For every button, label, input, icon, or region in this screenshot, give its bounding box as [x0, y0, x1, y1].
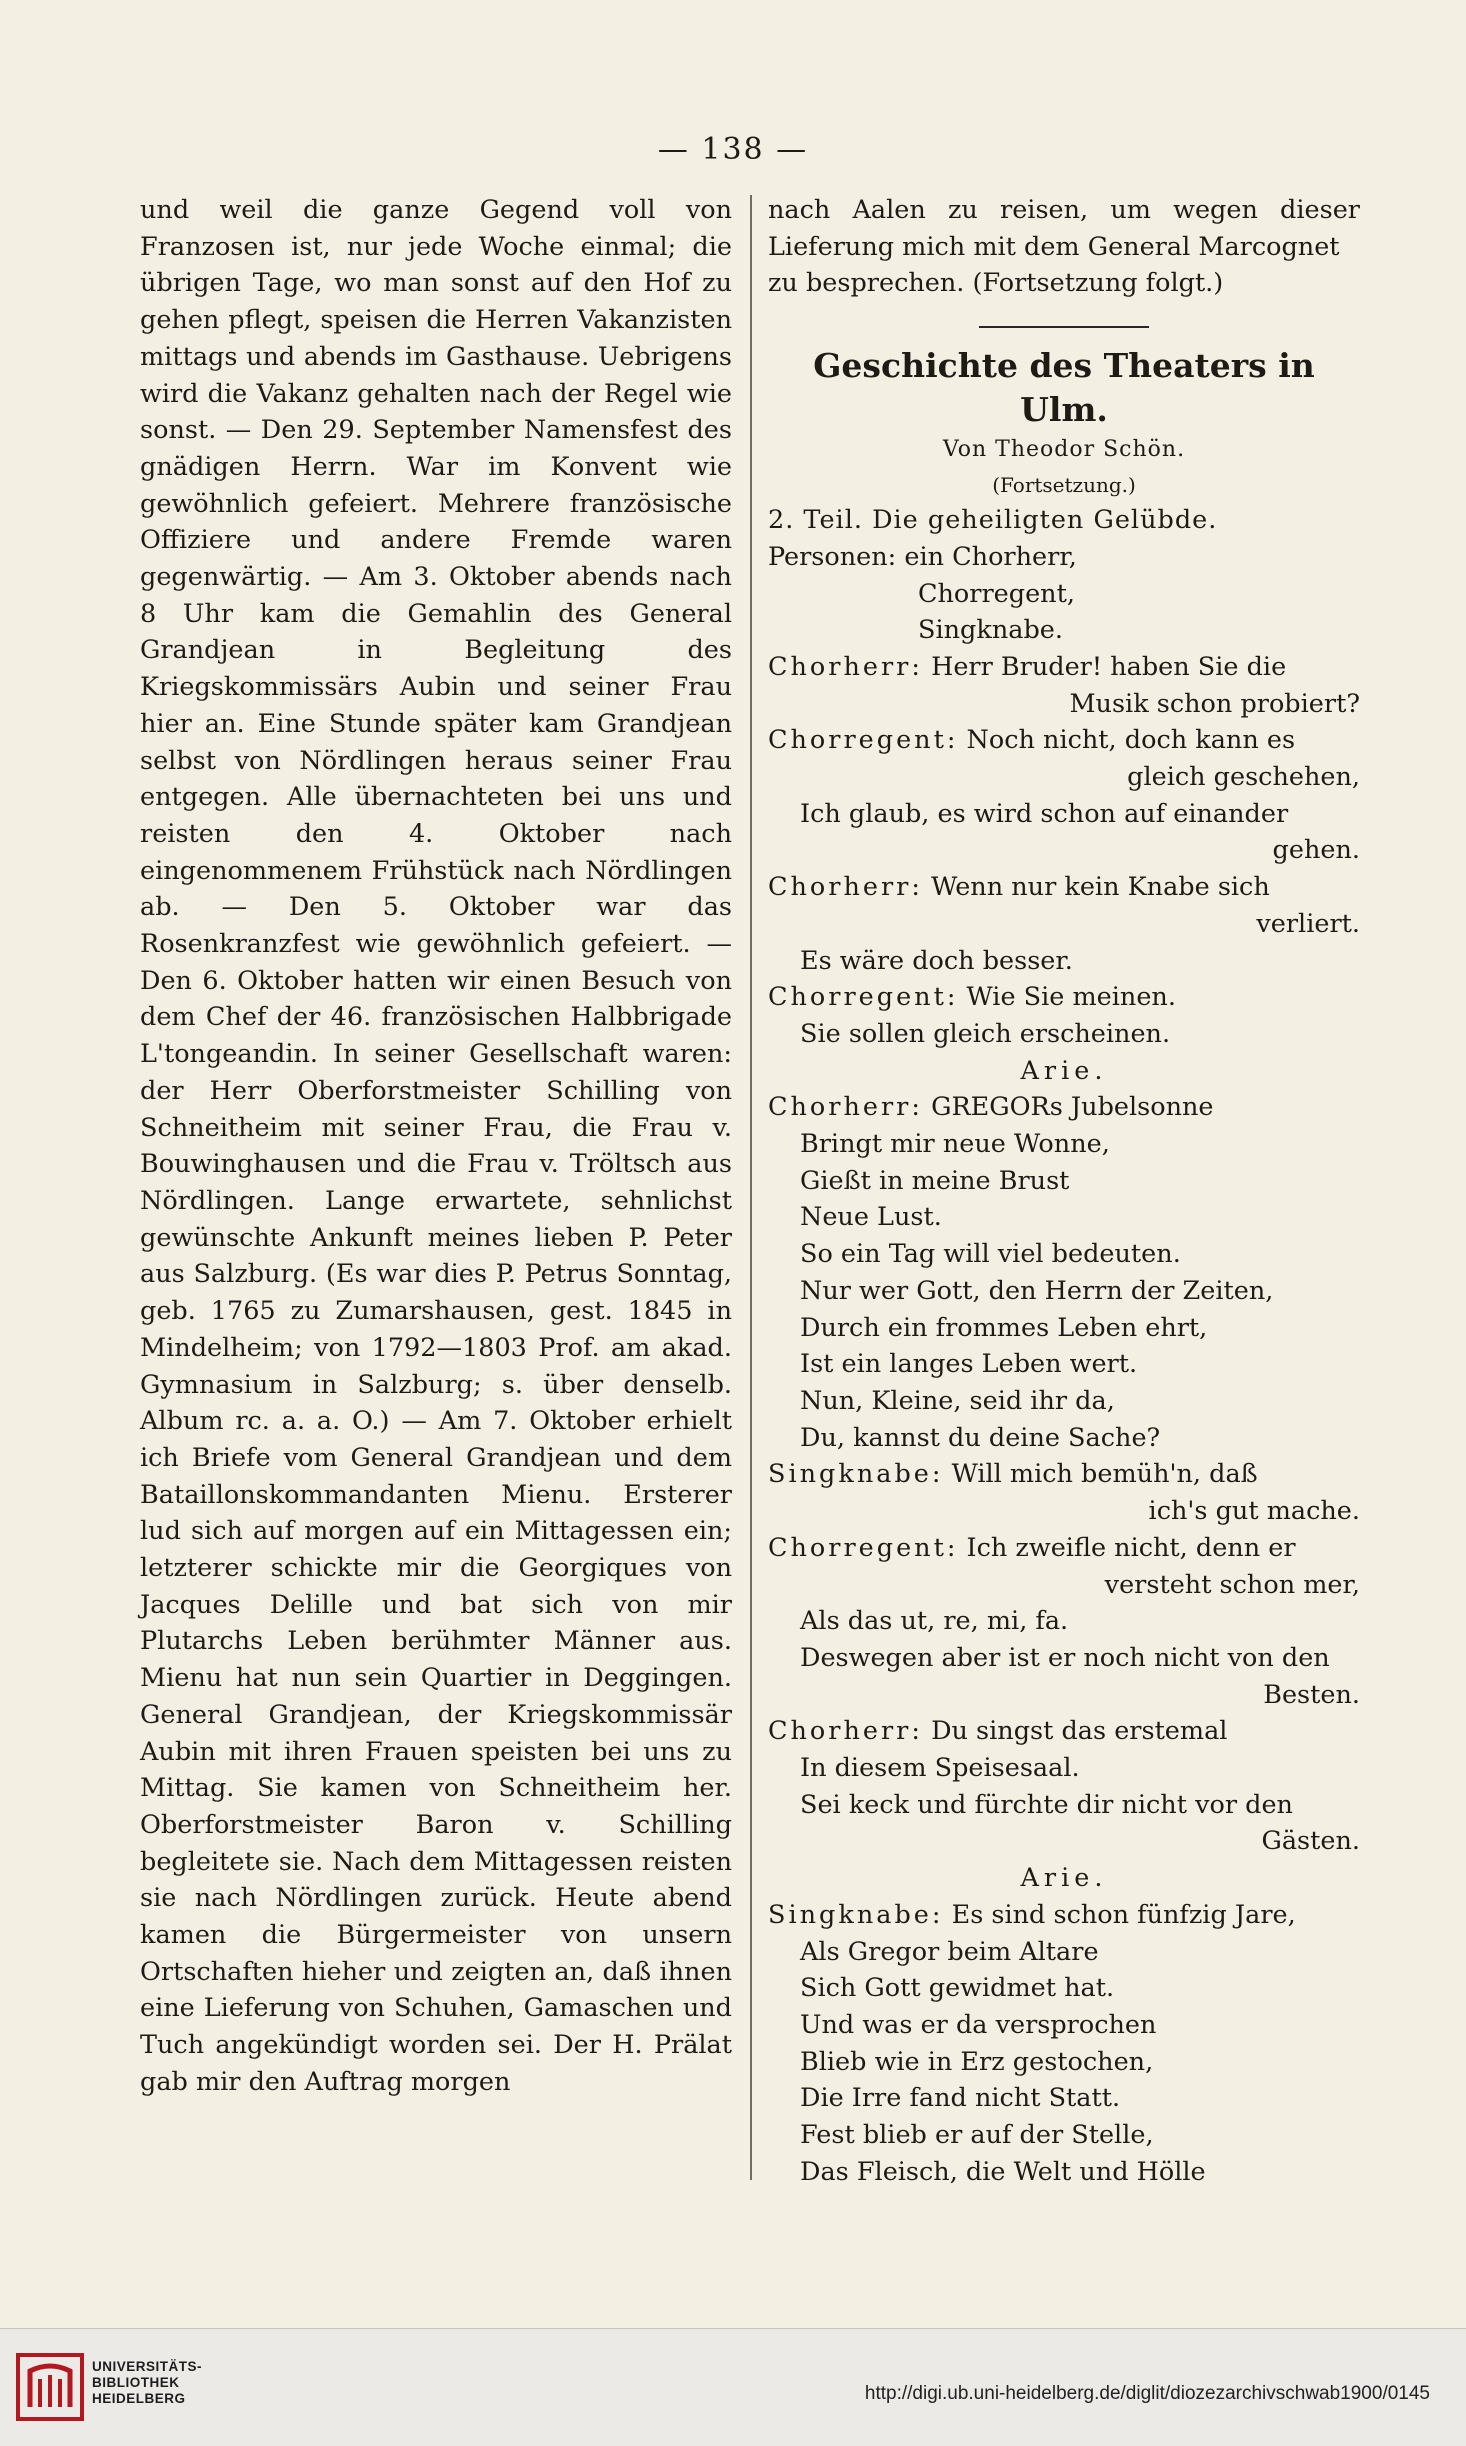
dialogue-line [768, 1530, 1360, 1567]
dialogue-line: Nur wer Gott, den Herrn der Zeiten, [800, 1275, 1274, 1306]
continuation-text: nach Aalen zu reisen, um wegen dieser Lieferung mich mit dem General Marcognet [768, 195, 1360, 262]
speaker-name: Chorherr: [768, 651, 923, 682]
dialogue-line: Deswegen aber ist er noch nicht von den [800, 1642, 1330, 1673]
line-continuation: verliert. [1256, 908, 1360, 939]
dialogue-line: Durch ein frommes Leben ehrt, [800, 1312, 1208, 1343]
right-column [768, 192, 1360, 2190]
spoken-text: Wie Sie meinen. [966, 982, 1176, 1013]
dialogue-block-1 [768, 649, 1360, 1053]
dialogue-line [768, 649, 1360, 686]
dialogue-line: Sei keck und fürchte dir nicht vor den [800, 1789, 1293, 1820]
speaker-name: Singknabe: [768, 1459, 944, 1490]
speaker-name: Singknabe: [768, 1899, 944, 1930]
university-logo-icon [16, 2353, 84, 2421]
spoken-text: Wenn nur kein Knabe sich [931, 872, 1270, 903]
dialogue-line: Das Fleisch, die Welt und Hölle [800, 2156, 1206, 2187]
line-continuation: Musik schon probiert? [1069, 688, 1360, 719]
line-continuation: ich's gut mache. [1148, 1496, 1360, 1527]
dialogue-line: Es wäre doch besser. [800, 945, 1073, 976]
spoken-text: Ich zweifle nicht, denn er [966, 1532, 1296, 1563]
article-title: Geschichte des Theaters in Ulm. [813, 346, 1315, 430]
cast-label: Personen: ein Chorherr, [768, 541, 1077, 572]
dialogue-line: Die Irre fand nicht Statt. [800, 2083, 1121, 2114]
library-name [92, 2359, 202, 2407]
speaker-name: Chorherr: [768, 872, 923, 903]
library-name-line: HEIDELBERG [92, 2391, 186, 2406]
dialogue-line: Blieb wie in Erz gestochen, [800, 2046, 1154, 2077]
cast-member: Chorregent, [918, 578, 1075, 609]
line-continuation: gleich geschehen, [1127, 762, 1360, 793]
dialogue-line [768, 1713, 1360, 1750]
dialogue-line: Gießt in meine Brust [800, 1165, 1070, 1196]
column-divider [750, 195, 752, 2180]
source-url-link[interactable]: http://digi.ub.uni-heidelberg.de/diglit/diozezarchivschwab1900/0145 [864, 2383, 1430, 2404]
fortsetzung-note: (Fortsetzung.) [992, 473, 1136, 498]
page-number: — 138 — [657, 132, 809, 167]
dialogue-line [768, 1089, 1360, 1126]
dialogue-line: In diesem Speisesaal. [800, 1753, 1080, 1784]
speaker-name: Chorregent: [768, 725, 959, 756]
aria-heading: Arie. [1020, 1863, 1108, 1894]
section-rule [979, 326, 1149, 328]
dialogue-line: Bringt mir neue Wonne, [800, 1129, 1110, 1160]
speaker-name: Chorregent: [768, 1532, 959, 1563]
footer-bar [0, 2328, 1466, 2446]
line-continuation: Gästen. [1261, 1826, 1360, 1857]
dialogue-line [768, 722, 1360, 759]
dialogue-line [768, 1897, 1360, 1934]
library-name-line: BIBLIOTHEK [92, 2375, 180, 2390]
dialogue-line: Fest blieb er auf der Stelle, [800, 2120, 1154, 2151]
aria-heading: Arie. [1020, 1055, 1108, 1086]
dialogue-line: Als das ut, re, mi, fa. [800, 1606, 1069, 1637]
continuation-end: zu besprechen. (Fortsetzung folgt.) [768, 268, 1224, 299]
dialogue-block-3 [768, 1897, 1360, 2191]
dialogue-line [768, 979, 1360, 1016]
speaker-name: Chorregent: [768, 982, 959, 1013]
speaker-name: Chorherr: [768, 1092, 923, 1123]
dialogue-line: Nun, Kleine, seid ihr da, [800, 1385, 1115, 1416]
library-name-line: UNIVERSITÄTS- [92, 2359, 203, 2374]
article-byline: Von Theodor Schön. [942, 437, 1186, 463]
left-column-text: und weil die ganze Gegend voll von Franzosen ist, nur jede Woche einmal; die übrigen Tage, wo man sonst auf den Hof zu gehen pflegt, speisen die Herren Vakanzisten mittags und abends im Gasthause. Uebrigens wird die Vakanz gehalten nach der Regel wie sonst. — Den 29. September Namensfest des gnädigen Herrn. War im Konvent wie gewöhnlich gefeiert. Mehrere französische Offiziere und andere Fremde waren gegenwärtig. — Am 3. Oktober abends nach 8 Uhr kam die Gemahlin des General Grandjean in Begleitung des Kriegskommissärs Aubin und seiner Frau hier an. Eine Stunde später kam Grandjean selbst von Nördlingen heraus seiner Frau entgegen. Alle übernachteten bei uns und reisten den 4. Oktober nach eingenommenem Frühstück nach Nördlingen ab. — Den 5. Oktober war das Rosenkranzfest wie gewöhnlich gefeiert. — Den 6. Oktober hatten wir einen Besuch von dem Chef der 46. französischen Halbbrigade L'tongeandin. In seiner Gesellschaft waren: der Herr Oberforstmeister Schilling von Schneitheim mit seiner Frau, die Frau v. Bouwinghausen und die Frau v. Tröltsch aus Nördlingen. Lange erwartete, sehnlichst gewünschte Ankunft meines lieben P. Peter aus Salzburg. (Es war dies P. Petrus Sonntag, geb. 1765 zu Zumarshausen, gest. 1845 in Mindelheim; von 1792—1803 Prof. am akad. Gymnasium in Salzburg; s. über denselb. Album rc. a. a. O.) — Am 7. Oktober erhielt ich Briefe vom General Grandjean und dem Bataillonskommandanten Mienu. Ersterer lud sich auf morgen auf ein Mittagessen ein; letzterer schickte mir die Georgiques von Jacques Delille und bat sich von mir Plutarchs Leben berühmter Männer aus. Mienu hat nun sein Quartier in Deggingen. General Grandjean, der Kriegskommissär Aubin mit ihren Frauen speisten bei uns zu Mittag. Sie kamen von Schneitheim her. Oberforstmeister Baron v. Schilling begleitete sie. Nach dem Mittagessen reisten sie nach Nördlingen zurück. Heute abend kamen die Bürgermeister von unsern Ortschaften hieher und zeigten an, daß ihnen eine Lieferung von Schuhen, Gamaschen und Tuch angekündigt worden sei. Der H. Prälat gab mir den Auftrag morgen [140, 195, 732, 2097]
line-continuation: versteht schon mer, [1104, 1569, 1360, 1600]
dialogue-line: Ist ein langes Leben wert. [800, 1349, 1138, 1380]
spoken-text: Es sind schon fünfzig Jare, [951, 1899, 1296, 1930]
cast-member: Singknabe. [918, 615, 1063, 646]
dialogue-line [768, 869, 1360, 906]
dialogue-line: Du, kannst du deine Sache? [800, 1422, 1161, 1453]
part-heading: 2. Teil. Die geheiligten Gelübde. [768, 505, 1218, 536]
dialogue-line: Sie sollen gleich erscheinen. [800, 1018, 1171, 1049]
dialogue-block-2 [768, 1089, 1360, 1860]
dialogue-line: Ich glaub, es wird schon auf einander [800, 798, 1289, 829]
spoken-text: GREGORs Jubelsonne [931, 1092, 1214, 1123]
dialogue-line: Als Gregor beim Altare [800, 1936, 1099, 1967]
spoken-text: Herr Bruder! haben Sie die [931, 651, 1287, 682]
dialogue-line [768, 1456, 1360, 1493]
dialogue-line: Neue Lust. [800, 1202, 942, 1233]
spoken-text: Du singst das erstemal [931, 1716, 1228, 1747]
left-column [140, 192, 732, 2101]
speaker-name: Chorherr: [768, 1716, 923, 1747]
dialogue-line: Und was er da versprochen [800, 2009, 1157, 2040]
line-continuation: Besten. [1263, 1679, 1360, 1710]
spoken-text: Will mich bemüh'n, daß [951, 1459, 1258, 1490]
dialogue-line: So ein Tag will viel bedeuten. [800, 1239, 1181, 1270]
dialogue-line: Sich Gott gewidmet hat. [800, 1973, 1115, 2004]
spoken-text: Noch nicht, doch kann es [966, 725, 1296, 756]
line-continuation: gehen. [1272, 835, 1360, 866]
